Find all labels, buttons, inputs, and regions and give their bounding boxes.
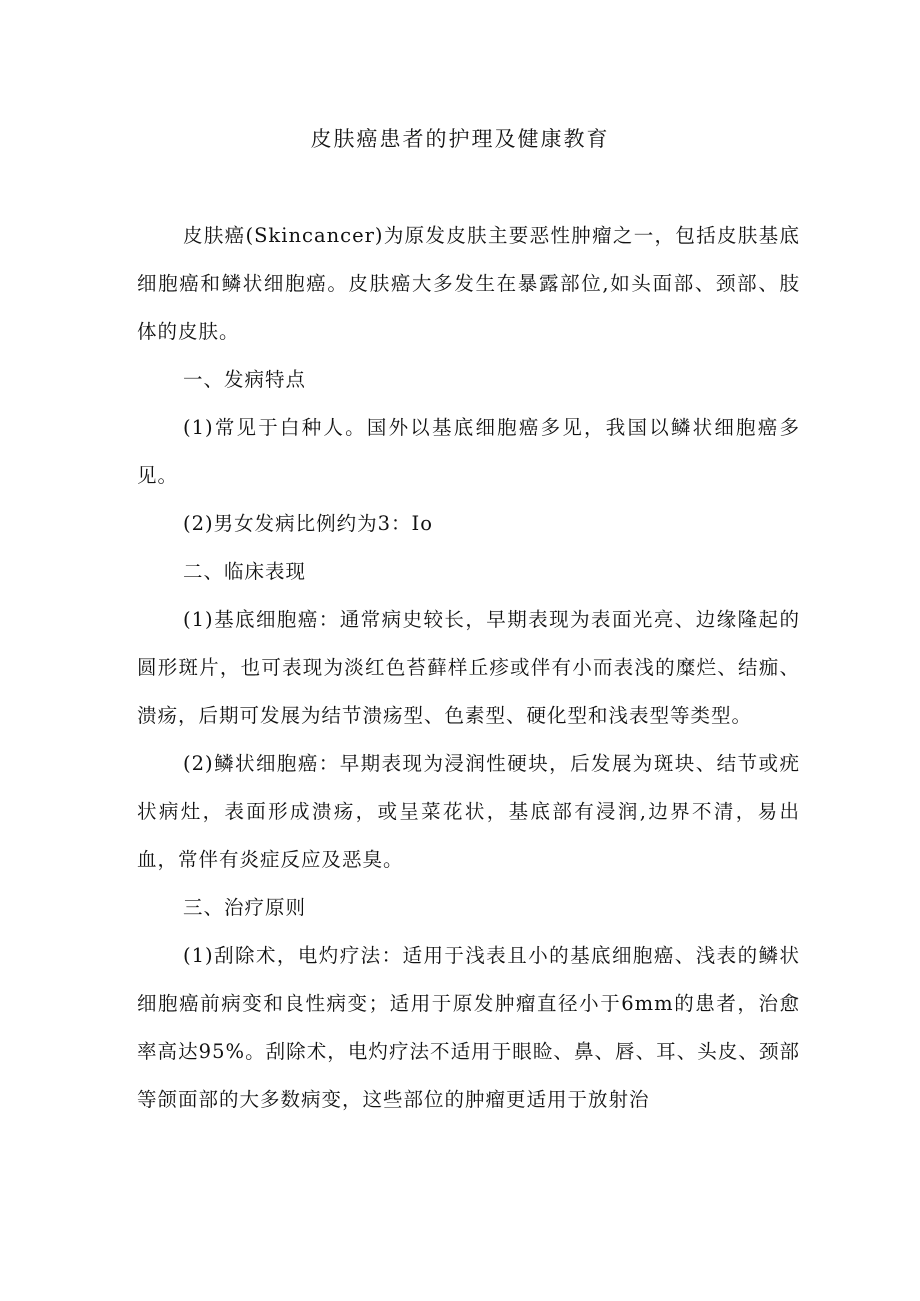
clinical-paragraph-2: (2)鳞状细胞癌：早期表现为浸润性硬块，后发展为斑块、结节或疣状病灶，表面形成溃疡，或呈菜花状，基底部有浸润,边界不清，易出血，常伴有炎症反应及恶臭。 — [137, 752, 800, 871]
onset-paragraph-1: (1)常见于白种人。国外以基底细胞癌多见，我国以鳞状细胞癌多见。 — [137, 416, 800, 487]
onset-paragraph-2: (2)男女发病比例约为3：Io — [183, 512, 433, 535]
intro-paragraph: 皮肤癌(Skincancer)为原发皮肤主要恶性肿瘤之一，包括皮肤基底细胞癌和鳞状细胞癌。皮肤癌大多发生在暴露部位,如头面部、颈部、肢体的皮肤。 — [137, 224, 800, 343]
clinical-paragraph-1: (1)基底细胞癌：通常病史较长，早期表现为表面光亮、边缘隆起的圆形斑片，也可表现为淡红色苔藓样丘疹或伴有小而表浅的糜烂、结痂、溃疡，后期可发展为结节溃疡型、色素型、硬化型和浅表型等类型。 — [137, 608, 800, 727]
document-body — [137, 212, 800, 1124]
section-heading-clinical: 二、临床表现 — [183, 560, 307, 583]
section-heading-treatment: 三、治疗原则 — [183, 896, 307, 919]
treatment-paragraph-1: (1)刮除术，电灼疗法：适用于浅表且小的基底细胞癌、浅表的鳞状细胞癌前病变和良性病变；适用于原发肿瘤直径小于6mm的患者，治愈率高达95%。刮除术，电灼疗法不适用于眼睑、鼻、唇、耳、头皮、颈部等颌面部的大多数病变，这些部位的肿瘤更适用于放射治 — [137, 944, 800, 1111]
document-title: 皮肤癌患者的护理及健康教育 — [310, 127, 610, 151]
section-heading-onset: 一、发病特点 — [183, 368, 307, 391]
